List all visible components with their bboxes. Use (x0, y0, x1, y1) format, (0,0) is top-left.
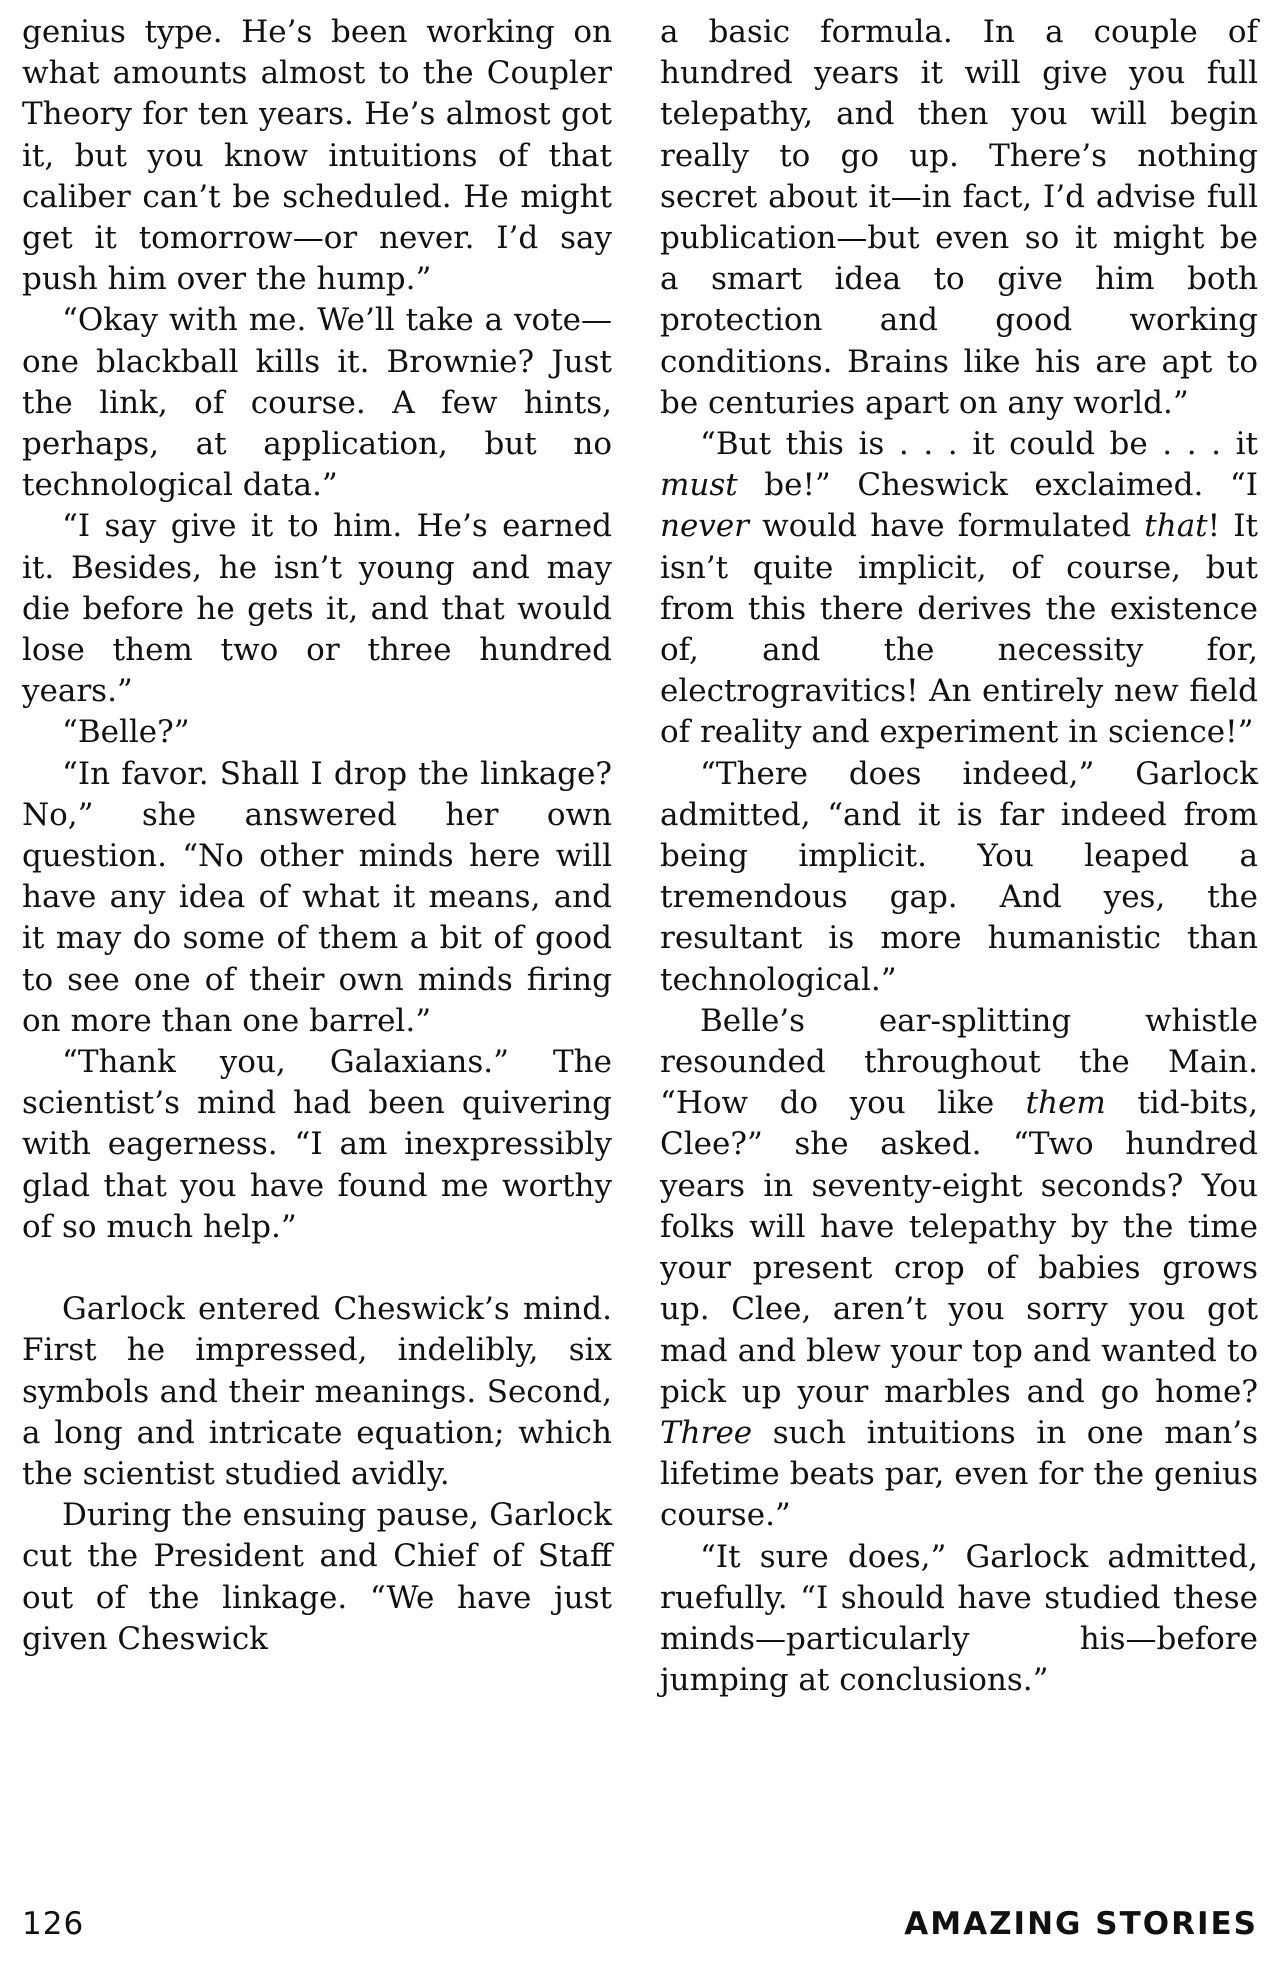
italic-text: that (1144, 508, 1208, 545)
italic-text: Three (660, 1414, 753, 1451)
text-run: “But this is . . . it could be . . . it (700, 426, 1258, 463)
italic-text: them (1025, 1085, 1106, 1122)
text-run: ! It isn’t quite implicit, of course, but from this there derives the existence of, and the necessity for, electrogravitics! An entirely new field of reality and experiment in science!” (660, 508, 1258, 751)
right-column (660, 12, 1258, 1701)
text-run: such intuitions in one man’s lifetime beats par, even for the genius course.” (660, 1414, 1258, 1534)
paragraph: “I say give it to him. He’s earned it. Besides, he isn’t young and may die before he gets it, and that would lose them two or three hundred years.” (22, 508, 612, 710)
text-run: tid-bits, Clee?” she asked. “Two hundred years in seventy-eight seconds? You folks will have telepathy by the time your present crop of babies grows up. Clee, aren’t you sorry you got mad and blew your top and wanted to pick up your marbles and go home? (660, 1085, 1258, 1410)
paragraph: “There does indeed,” Garlock admitted, “and it is far indeed from being implicit. You leaped a tremendous gap. And yes, the resultant is more humanistic than technological.” (660, 755, 1258, 998)
paragraph: “Thank you, Galaxians.” The scientist’s mind had been quivering with eagerness. “I am inexpressibly glad that you have found me worthy of so much help.” (22, 1044, 612, 1245)
text-run: Belle’s ear-splitting whistle resounded throughout the Main. “How do you like (660, 1002, 1258, 1122)
paragraph (660, 424, 1258, 754)
paragraph: a basic formula. In a couple of hundred years it will give you full telepathy, and then you will begin really to go up. There’s nothing secret about it—in fact, I’d advise full publication—but even so it might be a smart idea to give him both protection and good working conditions. Brains like his are apt to be centuries apart on any world.” (660, 14, 1258, 421)
text-run: be!” Cheswick exclaimed. “I (737, 467, 1258, 504)
italic-text: never (660, 508, 749, 545)
paragraph (660, 1001, 1258, 1537)
paragraph: “Belle?” (62, 714, 190, 751)
italic-text: must (660, 467, 738, 504)
paragraph: “It sure does,” Garlock admitted, ruefully. “I should have studied these minds—particularly his—before jumping at conclusions.” (660, 1538, 1258, 1699)
paragraph: genius type. He’s been working on what amounts almost to the Coupler Theory for ten years. He’s almost got it, but you know intuitions of that caliber can’t be scheduled. He might get it tomorrow—or never. I’d say push him over the hump.” (22, 14, 612, 298)
paragraph: “Okay with me. We’ll take a vote—one blackball kills it. Brownie? Just the link, of course. A few hints, perhaps, at application, but no technological data.” (22, 302, 612, 504)
paragraph: “In favor. Shall I drop the linkage? No,” she answered her own question. “No other minds here will have any idea of what it means, and it may do some of them a bit of good to see one of their own minds firing on more than one barrel.” (22, 755, 612, 1039)
text-run: would have formulated (749, 508, 1145, 545)
left-column (22, 12, 612, 1660)
running-title: AMAZING STORIES (904, 1906, 1258, 1942)
page-number: 126 (22, 1906, 85, 1942)
paragraph: Garlock entered Cheswick’s mind. First he impressed, indelibly, six symbols and their meanings. Second, a long and intricate equation; which the scientist studied avidly. (22, 1291, 612, 1492)
paragraph: During the ensuing pause, Garlock cut the President and Chief of Staff out of the linkage. “We have just given Cheswick (22, 1497, 612, 1657)
